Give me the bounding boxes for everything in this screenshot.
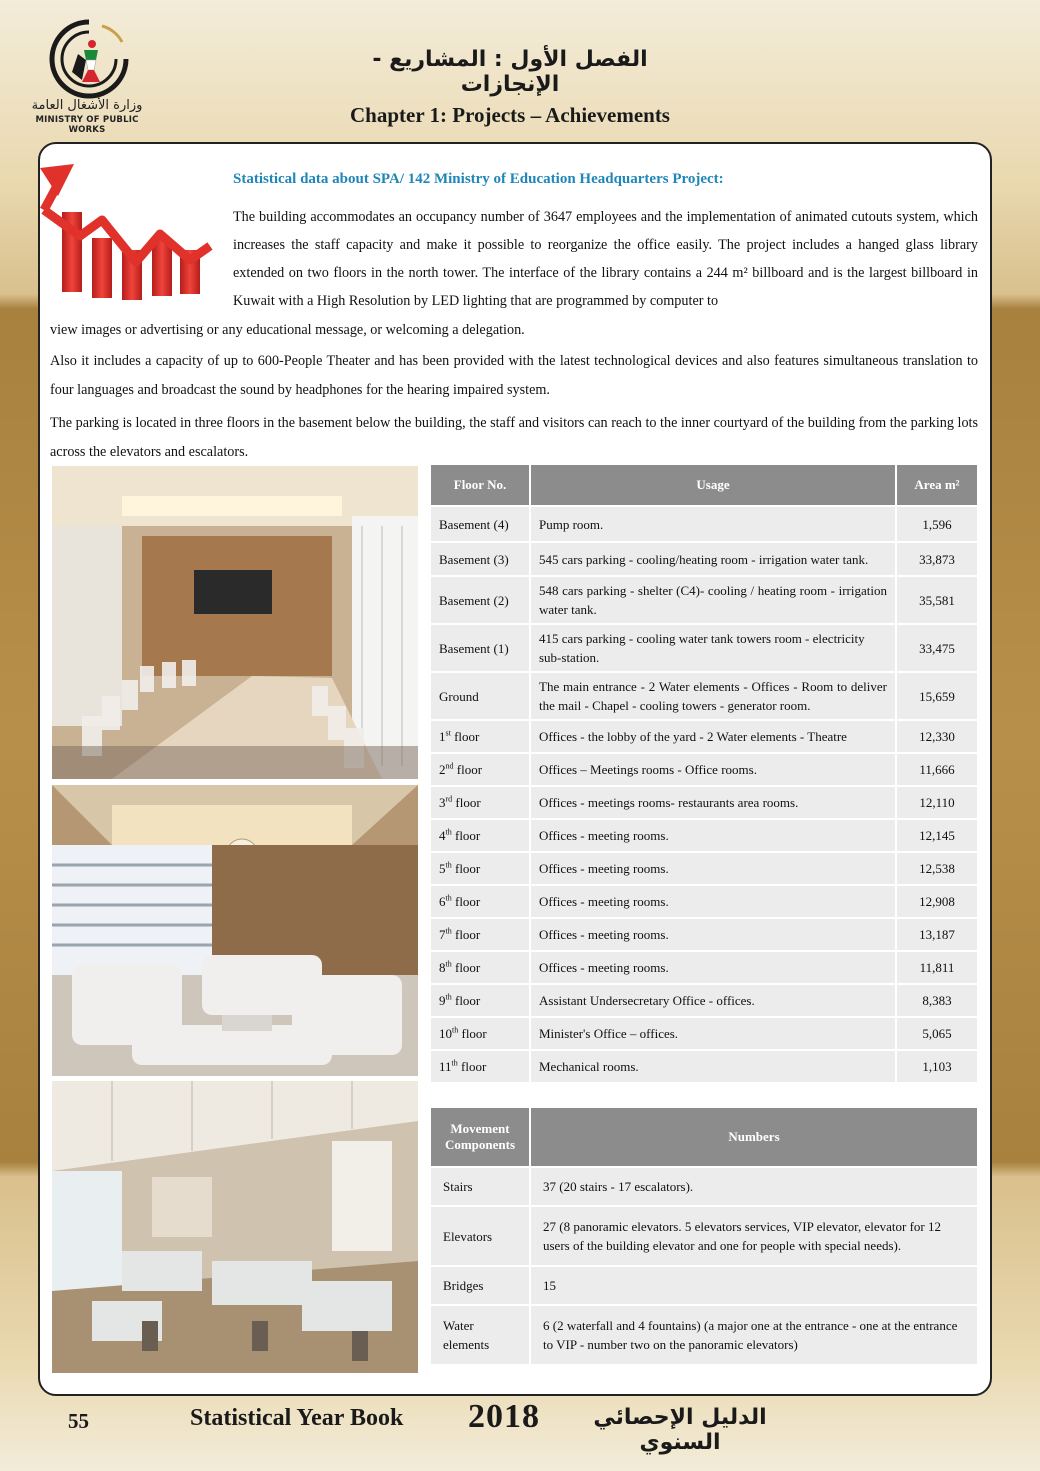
floor-cell: Basement (3) <box>431 543 529 575</box>
table-row <box>431 1306 977 1364</box>
area-cell: 13,187 <box>897 919 977 950</box>
numbers-cell: 6 (2 waterfall and 4 fountains) (a major one at the entrance - one at the entrance to VIP - number two on the panoramic elevators) <box>531 1306 977 1364</box>
area-cell: 1,103 <box>897 1051 977 1082</box>
table-row <box>431 673 977 719</box>
area-cell: 11,811 <box>897 952 977 983</box>
area-cell: 15,659 <box>897 673 977 719</box>
table-row <box>431 1267 977 1304</box>
area-cell: 12,145 <box>897 820 977 851</box>
usage-cell: Offices - meetings rooms- restaurants area rooms. <box>531 787 895 818</box>
area-cell: 33,873 <box>897 543 977 575</box>
page-header <box>0 0 1040 140</box>
office-area-photo <box>52 1081 418 1373</box>
table-row <box>431 543 977 575</box>
area-column-header: Area m² <box>897 465 977 505</box>
table-row <box>431 625 977 671</box>
floor-cell: 5th floor <box>431 853 529 884</box>
logo-english-text: MINISTRY OF PUBLIC WORKS <box>35 115 139 135</box>
paragraph-building: The building accommodates an occupancy number of 3647 employees and the implementation of animated cutouts system, which increases the staff capacity and make it possible to reorganize the office easily. The project includes a hanged glass library extended on two floors in the north tower. The interface of the library contains a 244 m² billboard and is the largest billboard in Kuwait with a High Resolution by LED lighting that are programmed by computer to <box>233 209 978 309</box>
meeting-room-photo <box>52 466 418 779</box>
floor-cell: 2nd floor <box>431 754 529 785</box>
floor-cell: 7th floor <box>431 919 529 950</box>
chapter-title: Chapter 1: Projects – Achievements <box>350 103 670 127</box>
section-heading: Statistical data about SPA/ 142 Ministry of Education Headquarters Project: <box>233 171 724 187</box>
table-row <box>431 919 977 950</box>
footer-title-arabic: الدليل الإحصائي السنوي <box>593 1405 767 1455</box>
floor-cell: 3rd floor <box>431 787 529 818</box>
component-cell: Water elements <box>431 1306 529 1364</box>
area-cell: 8,383 <box>897 985 977 1016</box>
usage-cell: 548 cars parking - shelter (C4)- cooling / heating room - irrigation water tank. <box>531 577 895 623</box>
component-cell: Stairs <box>431 1168 529 1205</box>
area-cell: 33,475 <box>897 625 977 671</box>
floor-cell: 4th floor <box>431 820 529 851</box>
numbers-cell: 27 (8 panoramic elevators. 5 elevators services, VIP elevator, elevator for 12 users of the building elevator and one for people with special needs). <box>531 1207 977 1265</box>
area-cell: 11,666 <box>897 754 977 785</box>
movement-components-table <box>429 1106 979 1366</box>
area-cell: 1,596 <box>897 507 977 541</box>
floor-cell: 8th floor <box>431 952 529 983</box>
paragraph-parking: The parking is located in three floors in the basement below the building, the staff and visitors can reach to the inner courtyard of the building from the parking lots across the elevators and escalators. <box>50 415 978 460</box>
table-row <box>431 853 977 884</box>
table-row <box>431 754 977 785</box>
component-cell: Bridges <box>431 1267 529 1304</box>
usage-cell: 545 cars parking - cooling/heating room - irrigation water tank. <box>531 543 895 575</box>
table-row <box>431 820 977 851</box>
footer-year: 2018 <box>468 1398 540 1435</box>
table-row <box>431 1018 977 1049</box>
chapter-title-arabic: الفصل الأول : المشاريع - الإنجازات <box>372 47 648 97</box>
usage-cell: The main entrance - 2 Water elements - Offices - Room to deliver the mail - Chapel - cooling towers - generator room. <box>531 673 895 719</box>
usage-cell: 415 cars parking - cooling water tank towers room - electricity sub-station. <box>531 625 895 671</box>
floor-cell: 1st floor <box>431 721 529 752</box>
paragraph-building-continued: view images or advertising or any educational message, or welcoming a delegation. <box>50 322 525 338</box>
floor-cell: 9th floor <box>431 985 529 1016</box>
lounge-photo <box>52 785 418 1076</box>
table-row <box>431 577 977 623</box>
page-number: 55 <box>68 1409 89 1433</box>
floor-cell: 6th floor <box>431 886 529 917</box>
table-row <box>431 952 977 983</box>
movement-column-header: Movement Components <box>431 1108 529 1166</box>
usage-cell: Offices - meeting rooms. <box>531 820 895 851</box>
usage-cell: Assistant Undersecretary Office - offices. <box>531 985 895 1016</box>
numbers-column-header: Numbers <box>531 1108 977 1166</box>
usage-cell: Offices - meeting rooms. <box>531 853 895 884</box>
usage-cell: Offices - meeting rooms. <box>531 919 895 950</box>
ministry-logo <box>44 14 134 104</box>
area-cell: 12,330 <box>897 721 977 752</box>
usage-cell: Offices - the lobby of the yard - 2 Water elements - Theatre <box>531 721 895 752</box>
usage-cell: Offices - meeting rooms. <box>531 886 895 917</box>
floor-cell: 11th floor <box>431 1051 529 1082</box>
floor-cell: Basement (1) <box>431 625 529 671</box>
floor-cell: Basement (4) <box>431 507 529 541</box>
table-row <box>431 886 977 917</box>
area-cell: 12,110 <box>897 787 977 818</box>
area-cell: 12,908 <box>897 886 977 917</box>
usage-cell: Mechanical rooms. <box>531 1051 895 1082</box>
area-cell: 5,065 <box>897 1018 977 1049</box>
usage-cell: Offices – Meetings rooms - Office rooms. <box>531 754 895 785</box>
numbers-cell: 37 (20 stairs - 17 escalators). <box>531 1168 977 1205</box>
area-cell: 12,538 <box>897 853 977 884</box>
area-cell: 35,581 <box>897 577 977 623</box>
floor-cell: Basement (2) <box>431 577 529 623</box>
table-row <box>431 787 977 818</box>
table-row <box>431 1207 977 1265</box>
table-row <box>431 985 977 1016</box>
table-row <box>431 721 977 752</box>
usage-cell: Offices - meeting rooms. <box>531 952 895 983</box>
paragraph-theater: Also it includes a capacity of up to 600-People Theater and has been provided with the latest technological devices and also features simultaneous translation to four languages and broadcast the sound by headphones for the hearing impaired system. <box>50 353 978 398</box>
usage-cell: Minister's Office – offices. <box>531 1018 895 1049</box>
floors-table <box>429 463 979 1084</box>
floor-column-header: Floor No. <box>431 465 529 505</box>
logo-arabic-text: وزارة الأشغال العامة <box>31 98 143 113</box>
table-row <box>431 507 977 541</box>
table-row <box>431 1051 977 1082</box>
chart-arrow-graphic <box>40 150 220 310</box>
floor-cell: 10th floor <box>431 1018 529 1049</box>
numbers-cell: 15 <box>531 1267 977 1304</box>
footer-title: Statistical Year Book <box>190 1405 404 1431</box>
floor-cell: Ground <box>431 673 529 719</box>
usage-cell: Pump room. <box>531 507 895 541</box>
component-cell: Elevators <box>431 1207 529 1265</box>
table-row <box>431 1168 977 1205</box>
usage-column-header: Usage <box>531 465 895 505</box>
